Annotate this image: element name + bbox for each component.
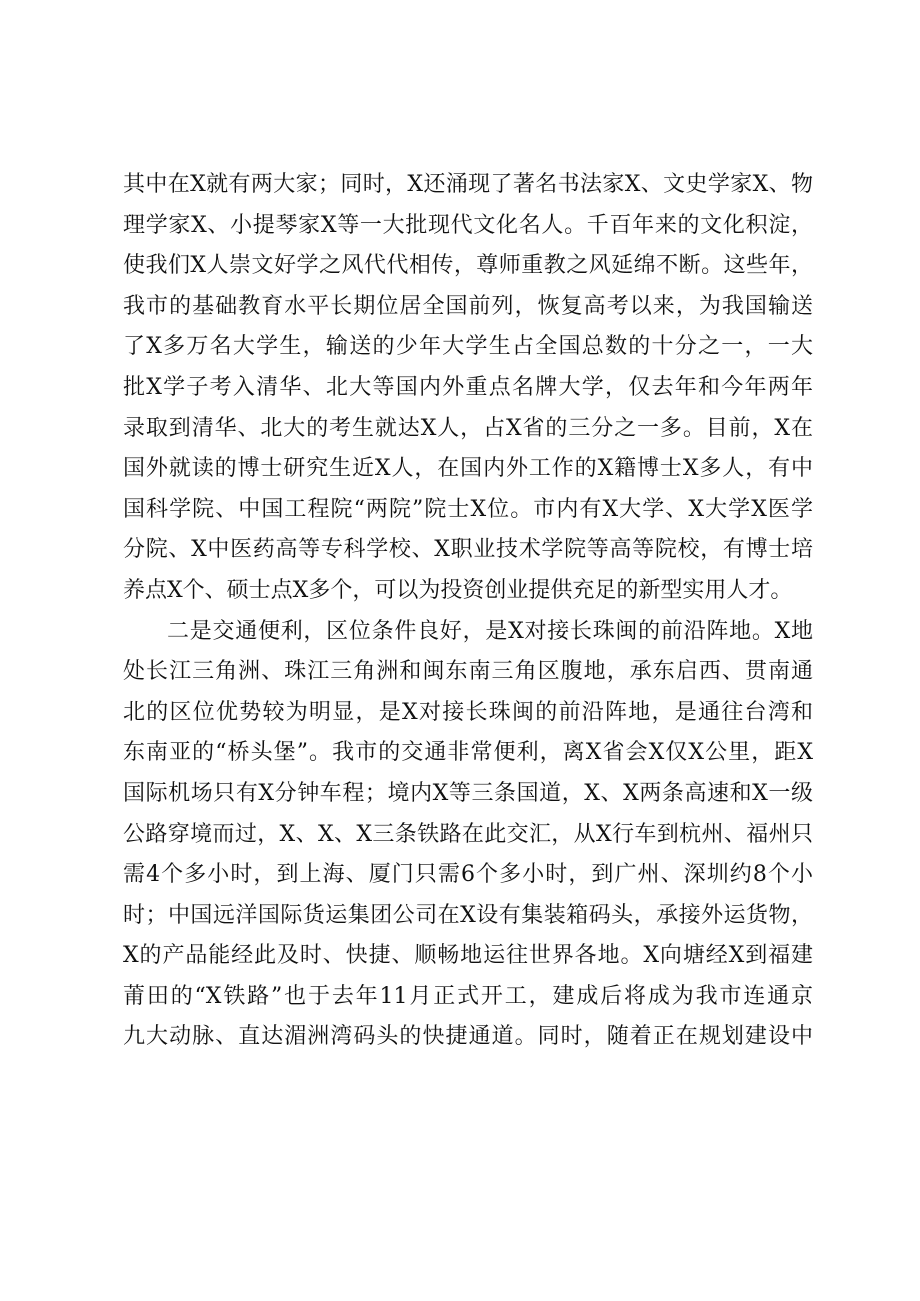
- text-line: 时；中国远洋国际货运集团公司在X设有集装箱码头，承接外运货物，: [123, 902, 813, 928]
- text-line: 东南亚的“桥头堡”。我市的交通非常便利，离X省会X仅X公里，距X: [123, 740, 813, 766]
- text-line: 养点X个、硕士点X多个，可以为投资创业提供充足的新型实用人才。: [123, 577, 793, 603]
- text-line: 使我们X人崇文好学之风代代相传，尊师重教之风延绵不断。这些年，: [123, 253, 813, 279]
- text-line: 莆田的“X铁路”也于去年11月正式开工，建成后将成为我市连通京: [123, 983, 813, 1009]
- text-line: 分院、X中医药高等专科学校、X职业技术学院等高等院校，有博士培: [123, 537, 813, 563]
- text-line: 理学家X、小提琴家X等一大批现代文化名人。千百年来的文化积淀，: [123, 212, 813, 238]
- text-line: 处长江三角洲、珠江三角洲和闽东南三角区腹地，承东启西、贯南通: [123, 659, 813, 685]
- text-line: 批X学子考入清华、北大等国内外重点名牌大学，仅去年和今年两年: [123, 374, 813, 400]
- text-line: 九大动脉、直达湄洲湾码头的快捷通道。同时，随着正在规划建设中: [123, 1024, 813, 1050]
- paragraph-transportation: [123, 612, 813, 1059]
- text-line: 我市的基础教育水平长期位居全国前列，恢复高考以来，为我国输送: [123, 293, 813, 319]
- text-line: 国外就读的博士研究生近X人，在国内外工作的X籍博士X多人，有中: [123, 456, 813, 482]
- text-line: 其中在X就有两大家；同时，X还涌现了著名书法家X、文史学家X、物: [123, 172, 813, 197]
- text-line: 录取到清华、北大的考生就达X人，占X省的三分之一多。目前，X在: [123, 415, 813, 441]
- text-line: 国际机场只有X分钟车程；境内X等三条国道，X、X两条高速和X一级: [123, 780, 813, 806]
- text-line: 二是交通便利，区位条件良好，是X对接长珠闽的前沿阵地。X地: [167, 618, 813, 644]
- body-text: [123, 165, 813, 1058]
- text-line: 需4个多小时，到上海、厦门只需6个多小时，到广州、深圳约8个小: [123, 862, 813, 888]
- text-line: 公路穿境而过，X、X、X三条铁路在此交汇，从X行车到杭州、福州只: [123, 821, 813, 847]
- text-line: 国科学院、中国工程院“两院”院士X位。市内有X大学、X大学X医学: [123, 496, 813, 522]
- paragraph-education: [123, 165, 813, 612]
- text-line: 了X多万名大学生，输送的少年大学生占全国总数的十分之一，一大: [123, 334, 813, 360]
- text-line: X的产品能经此及时、快捷、顺畅地运往世界各地。X向塘经X到福建: [123, 943, 813, 969]
- text-line: 北的区位优势较为明显，是X对接长珠闽的前沿阵地，是通往台湾和: [123, 699, 813, 725]
